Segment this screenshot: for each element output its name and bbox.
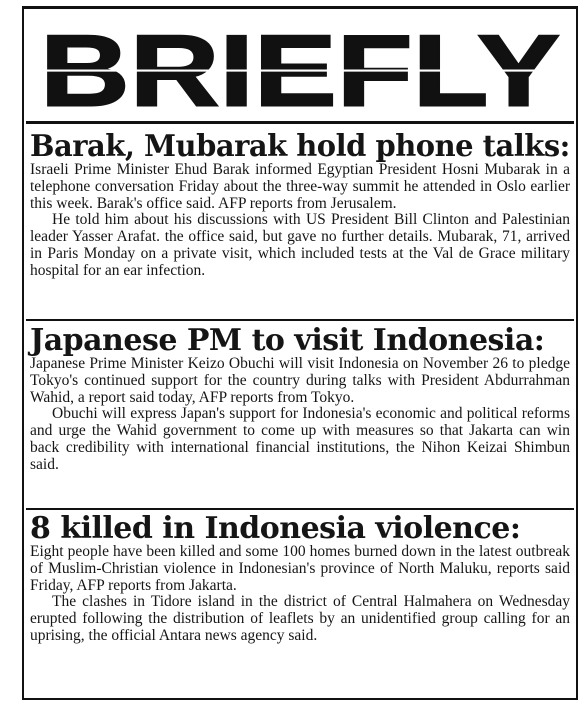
masthead-logo — [26, 22, 574, 121]
story-divider — [26, 508, 574, 510]
story-barak-mubarak — [30, 129, 570, 280]
story-paragraph: He told him about his discussions with US President Bill Clinton and Palestinian leader Yasser Arafat. the office said, but gave no further details. Mubarak, 71, arrived in Paris Monday on a private visit, which included tests at the Val de Grace military hospital for an ear infection. — [30, 211, 570, 279]
story-paragraph: The clashes in Tidore island in the district of Central Halmahera on Wednesday erupted following the distribution of leaflets by an unidentified group calling for an uprising, the official Antara news agency said. — [30, 593, 570, 644]
story-paragraph: Israeli Prime Minister Ehud Barak informed Egyptian President Hosni Mubarak in a telephone conversation Friday about the three-way summit he attended in Oslo earlier this week. Barak's office said. AFP reports from Jerusalem. — [30, 161, 570, 212]
story-paragraph: Eight people have been killed and some 100 homes burned down in the latest outbreak of Muslim-Christian violence in Indonesian's province of North Maluku, reports said Friday, AFP reports from Jakarta. — [30, 543, 570, 594]
story-japanese-pm — [30, 323, 570, 474]
masthead-title: BRIEFLY — [40, 22, 560, 121]
story-headline: Barak, Mubarak hold phone talks: — [30, 129, 570, 164]
story-headline: 8 killed in Indonesia violence: — [30, 511, 521, 546]
story-paragraph: Obuchi will express Japan's support for Indonesia's economic and political reforms and urge the Wahid government to come up with measures so that Jakarta can win back credibility with international financial institutions, the Nihon Keizai Shimbun said. — [30, 405, 570, 473]
story-divider — [26, 319, 574, 321]
story-headline: Japanese PM to visit Indonesia: — [30, 323, 545, 358]
masthead — [26, 22, 574, 124]
story-indonesia-violence — [30, 511, 570, 645]
story-paragraph: Japanese Prime Minister Keizo Obuchi will visit Indonesia on November 26 to pledge Tokyo's continued support for the country during talks with President Abdurrahman Wahid, a report said today, AFP reports from Tokyo. — [30, 355, 570, 406]
